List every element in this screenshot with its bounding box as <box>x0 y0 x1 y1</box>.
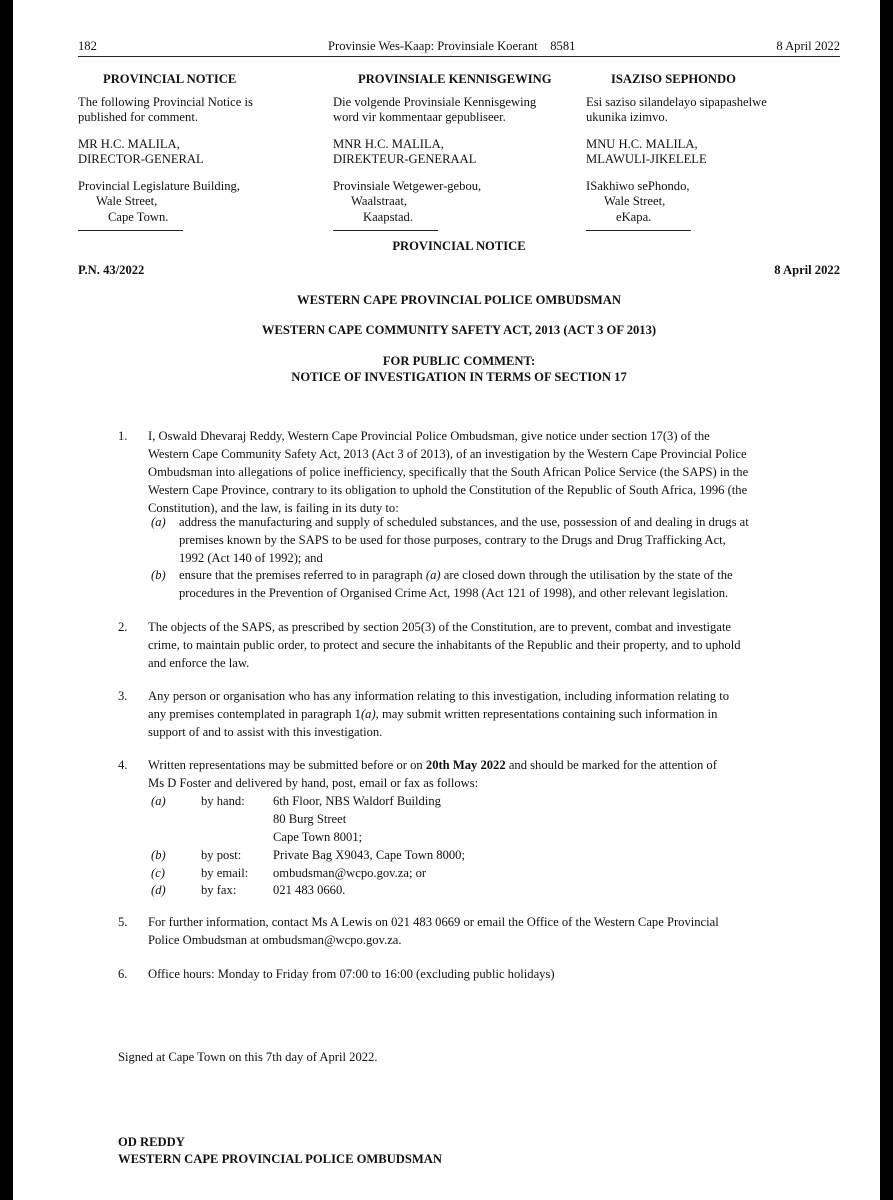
paragraph-4: Written representations may be submitted before or on 20th May 2022 and should be marked for the attention of Ms D Foster and delivered by hand, post, email or fax as follows: <box>148 758 717 790</box>
column-official: MNU H.C. MALILA, MLAWULI-JIKELELE <box>586 136 707 166</box>
paragraph-3: Any person or organisation who has any information relating to this investigation, including information relating to any premises contemplated in paragraph 1(a), may submit written representations containing such information in support of and to assist with this investigation. <box>148 689 730 739</box>
paragraph-number: 6. <box>118 967 128 981</box>
paragraph-1a: address the manufacturing and supply of scheduled substances, and the use, possession of and dealing in drugs at premises known by the SAPS to be used for those purposes, contrary to the Drugs and Drug Trafficking Act, 1992 (Act 140 of 1992); and <box>179 515 749 565</box>
delivery-detail: Cape Town 8001; <box>273 830 363 844</box>
paragraph-number: 5. <box>118 915 128 929</box>
notice-heading-ombudsman: WESTERN CAPE PROVINCIAL POLICE OMBUDSMAN <box>297 293 621 307</box>
column-address: Provincial Legislature Building, Wale Street, Cape Town. <box>78 178 240 224</box>
column-official: MR H.C. MALILA, DIRECTOR-GENERAL <box>78 136 204 166</box>
delivery-label: (d) <box>151 883 166 897</box>
column-afrikaans <box>333 72 573 231</box>
delivery-method: by hand: <box>201 794 245 808</box>
gazette-issue: 8581 <box>550 39 576 53</box>
column-heading: PROVINCIAL NOTICE <box>103 72 237 86</box>
delivery-method: by post: <box>201 848 242 862</box>
column-address: Provinsiale Wetgewer-gebou, Waalstraat, Kaapstad. <box>333 178 482 224</box>
pn-number: P.N. 43/2022 <box>78 263 145 277</box>
notice-heading-public-comment: FOR PUBLIC COMMENT: <box>382 354 536 368</box>
signed-statement: Signed at Cape Town on this 7th day of April 2022. <box>118 1050 378 1064</box>
delivery-detail: Private Bag X9043, Cape Town 8000; <box>273 848 465 862</box>
notice-heading-investigation: NOTICE OF INVESTIGATION IN TERMS OF SECTION 17 <box>291 370 627 384</box>
sub-label-b: (b) <box>151 568 166 582</box>
notice-heading-act: WESTERN CAPE COMMUNITY SAFETY ACT, 2013 (ACT 3 OF 2013) <box>261 323 657 337</box>
signatory-title: WESTERN CAPE PROVINCIAL POLICE OMBUDSMAN <box>118 1152 442 1166</box>
header-date: 8 April 2022 <box>776 39 840 53</box>
column-official: MNR H.C. MALILA, DIREKTEUR-GENERAAL <box>333 136 477 166</box>
notice-title: PROVINCIAL NOTICE <box>392 239 526 253</box>
delivery-label: (b) <box>151 848 166 862</box>
paragraph-5: For further information, contact Ms A Lewis on 021 483 0669 or email the Office of the Western Cape Provincial Police Ombudsman at ombudsman@wcpo.gov.za. <box>148 915 719 947</box>
delivery-detail: 80 Burg Street <box>273 812 347 826</box>
paragraph-number: 1. <box>118 429 128 443</box>
gazette-title <box>328 38 575 55</box>
column-rule <box>78 230 183 231</box>
delivery-method: by fax: <box>201 883 237 897</box>
deadline-date: 20th May 2022 <box>425 758 506 772</box>
gazette-name: Provinsie Wes-Kaap: Provinsiale Koerant <box>328 39 538 53</box>
column-intro: The following Provincial Notice is published for comment. <box>78 94 253 124</box>
paragraph-number: 3. <box>118 689 128 703</box>
column-heading: PROVINSIALE KENNISGEWING <box>358 72 552 86</box>
header-rule <box>78 56 840 57</box>
column-english <box>78 72 318 231</box>
column-rule <box>586 230 691 231</box>
paragraph-2: The objects of the SAPS, as prescribed by section 205(3) of the Constitution, are to prevent, combat and investigate crime, to maintain public order, to protect and secure the inhabitants of the Republic and their property, and to uphold and enforce the law. <box>148 620 741 670</box>
paragraph-number: 4. <box>118 758 128 772</box>
column-xhosa <box>586 72 826 231</box>
gazette-page <box>13 0 880 1200</box>
delivery-detail: 6th Floor, NBS Waldorf Building <box>273 794 441 808</box>
delivery-label: (c) <box>151 866 165 880</box>
delivery-detail: 021 483 0660. <box>273 883 346 897</box>
page-number: 182 <box>78 39 97 53</box>
column-intro: Esi saziso silandelayo sipapashelwe ukunika izimvo. <box>586 94 767 124</box>
column-address: ISakhiwo sePhondo, Wale Street, eKapa. <box>586 178 690 224</box>
sub-label-a: (a) <box>151 515 166 529</box>
signatory-name: OD REDDY <box>118 1135 185 1149</box>
column-rule <box>333 230 438 231</box>
notice-date: 8 April 2022 <box>774 263 840 277</box>
paragraph-1b: ensure that the premises referred to in paragraph (a) are closed down through the utilisation by the state of the procedures in the Prevention of Organised Crime Act, 1998 (Act 121 of 1998), and other relevant legislation. <box>179 568 733 600</box>
delivery-method: by email: <box>201 866 249 880</box>
paragraph-number: 2. <box>118 620 128 634</box>
delivery-detail: ombudsman@wcpo.gov.za; or <box>273 866 427 880</box>
paragraph-1: I, Oswald Dhevaraj Reddy, Western Cape Provincial Police Ombudsman, give notice under section 17(3) of the Western Cape Community Safety Act, 2013 (Act 3 of 2013), of an investigation by the Western Cape Provincial Police Ombudsman into allegations of police inefficiency, specifically that the South African Police Service (the SAPS) in the Western Cape Province, contrary to its obligation to uphold the Constitution of the Republic of South Africa, 1996 (the Constitution), and the law, is failing in its duty to: <box>148 429 749 515</box>
column-heading: ISAZISO SEPHONDO <box>611 72 736 86</box>
paragraph-6: Office hours: Monday to Friday from 07:00 to 16:00 (excluding public holidays) <box>148 967 555 981</box>
column-intro: Die volgende Provinsiale Kennisgewing word vir kommentaar gepubliseer. <box>333 94 537 124</box>
delivery-label: (a) <box>151 794 166 808</box>
